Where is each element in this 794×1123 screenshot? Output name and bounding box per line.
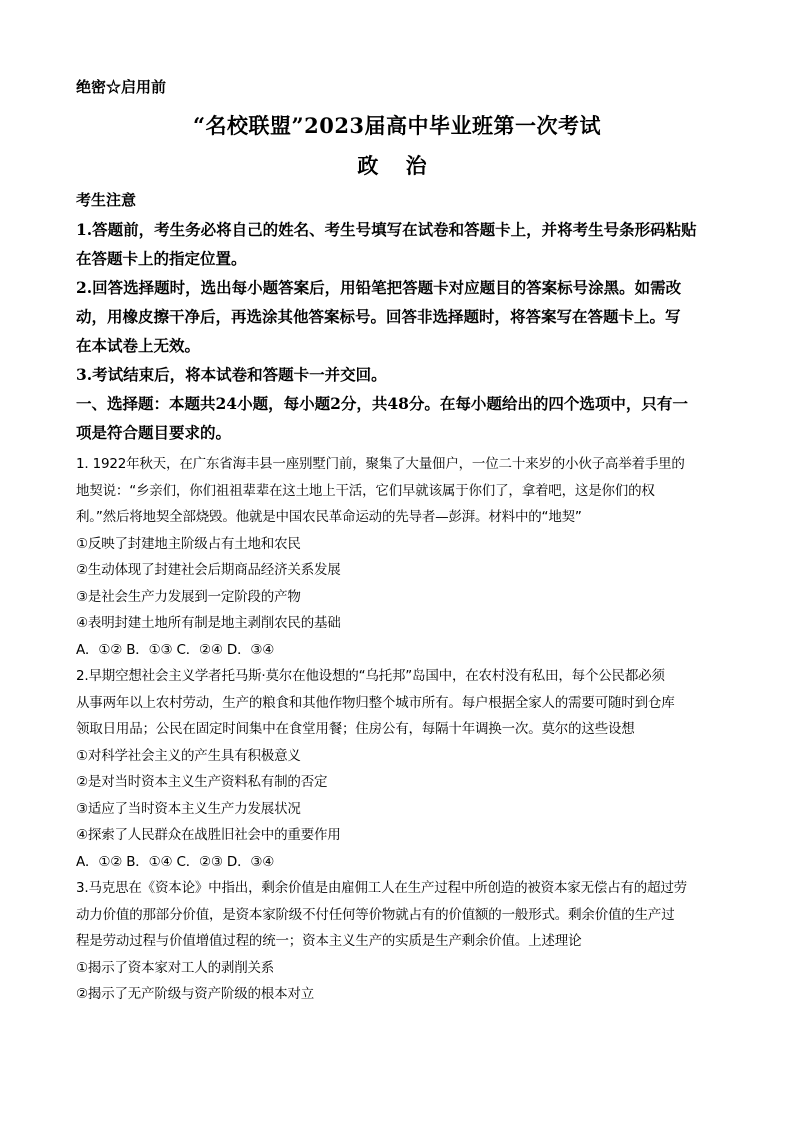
question-stem-line: 2.早期空想社会主义学者托马斯·莫尔在他设想的“乌托邦”岛国中，在农村没有私田，每个公民都必须 xyxy=(76,668,665,684)
question-3 xyxy=(76,875,726,1008)
statement-option: ④探索了人民群众在战胜旧社会中的重要作用 xyxy=(76,827,341,843)
statement-option: ②揭示了无产阶级与资产阶级的根本对立 xyxy=(76,986,315,1002)
notice-line: 在答题卡上的指定位置。 xyxy=(76,249,247,268)
question-1 xyxy=(76,451,726,663)
exam-body xyxy=(76,186,726,1008)
exam-title: “名校联盟”2023届高中毕业班第一次考试 xyxy=(192,113,602,138)
section-heading-line: 一、选择题：本题共24小题，每小题2分，共48分。在每小题给出的四个选项中，只有一 xyxy=(76,394,688,413)
statement-option: ②生动体现了封建社会后期商品经济关系发展 xyxy=(76,562,341,578)
statement-option: ①反映了封建地主阶级占有土地和农民 xyxy=(76,535,301,552)
notice-heading: 考生注意 xyxy=(76,191,137,209)
question-stem-line: 领取日用品；公民在固定时间集中在食堂用餐；住房公有，每隔十年调换一次。莫尔的这些设想 xyxy=(76,721,635,737)
section-heading-line: 项是符合题目要求的。 xyxy=(76,423,232,442)
question-stem-line: 动力价值的那部分价值，是资本家阶级不付任何等价物就占有的价值额的一般形式。剩余价值的生产过 xyxy=(76,906,675,923)
answer-choices: A．①② B．①③ C．②④ D．③④ xyxy=(76,641,275,658)
notice-line: 动，用橡皮擦干净后，再选涂其他答案标号。回答非选择题时，将答案写在答题卡上。写 xyxy=(76,307,681,326)
statement-option: ①揭示了资本家对工人的剥削关系 xyxy=(76,959,275,976)
answer-choices: A．①② B．①④ C．②③ D．③④ xyxy=(76,853,275,870)
statement-option: ②是对当时资本主义生产资料私有制的否定 xyxy=(76,774,328,790)
subject-title: 政 治 xyxy=(357,153,437,178)
question-stem-line: 3.马克思在《资本论》中指出，剩余价值是由雇佣工人在生产过程中所创造的被资本家无偿占有的超过劳 xyxy=(76,880,687,896)
confidential-mark: 绝密☆启用前 xyxy=(76,78,167,96)
notice-line: 3.考试结束后，将本试卷和答题卡一并交回。 xyxy=(76,365,387,384)
notice-line: 1.答题前，考生务必将自己的姓名、考生号填写在试卷和答题卡上，并将考生号条形码粘贴 xyxy=(76,220,697,239)
statement-option: ④表明封建土地所有制是地主剥削农民的基础 xyxy=(76,615,341,631)
statement-option: ③适应了当时资本主义生产力发展状况 xyxy=(76,800,301,817)
question-stem-line: 1. 1922年秋天，在广东省海丰县一座别墅门前，聚集了大量佃户，一位二十来岁的小伙子高举着手里的 xyxy=(76,456,685,472)
question-stem-line: 程是劳动过程与价值增值过程的统一；资本主义生产的实质是生产剩余价值。上述理论 xyxy=(76,933,582,949)
question-stem-line: 利。”然后将地契全部烧毁。他就是中国农民革命运动的先导者—彭湃。材料中的“地契” xyxy=(76,509,582,525)
question-stem-line: 从事两年以上农村劳动，生产的粮食和其他作物归整个城市所有。每户根据全家人的需要可随时到仓库 xyxy=(76,694,675,711)
notice-line: 2.回答选择题时，选出每小题答案后，用铅笔把答题卡对应题目的答案标号涂黑。如需改 xyxy=(76,278,682,297)
statement-option: ①对科学社会主义的产生具有积极意义 xyxy=(76,747,301,764)
notice-line: 在本试卷上无效。 xyxy=(76,336,201,355)
statement-option: ③是社会生产力发展到一定阶段的产物 xyxy=(76,588,301,605)
question-2 xyxy=(76,663,726,875)
question-stem-line: 地契说：“乡亲们，你们祖祖辈辈在这土地上干活，它们早就该属于你们了，拿着吧，这是你们的权 xyxy=(76,482,655,499)
